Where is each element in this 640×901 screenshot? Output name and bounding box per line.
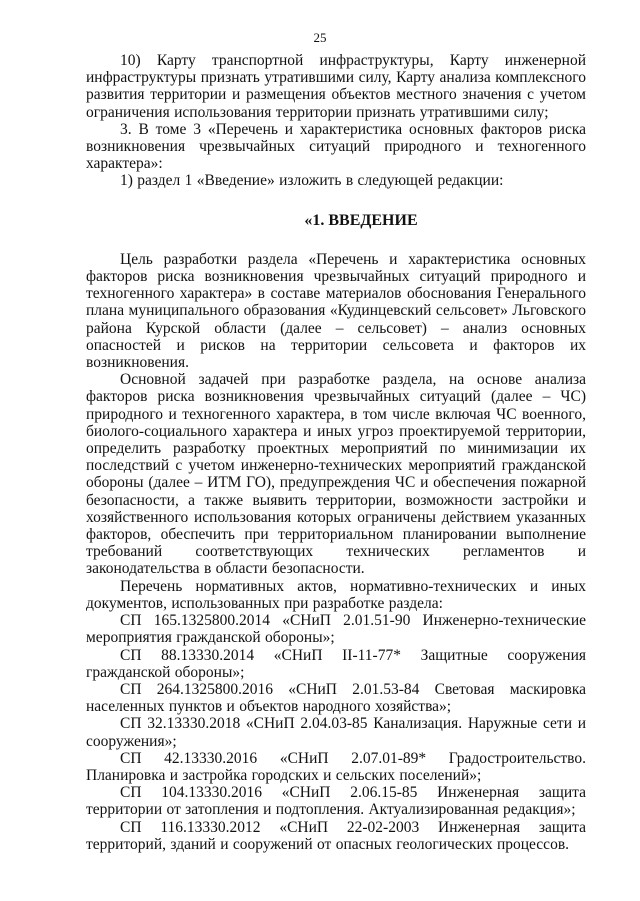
document-body (86, 52, 586, 853)
standard-item: СП 116.13330.2012 «СНиП 22-02-2003 Инженерная защита территорий, зданий и сооружений от опасных геологических процессов. (86, 818, 586, 853)
body-paragraph-list-intro: Перечень нормативных актов, нормативно-технических и иных документов, использованных при разработке раздела: (86, 577, 586, 612)
standard-item: СП 165.1325800.2014 «СНиП 2.01.51-90 Инженерно-технические мероприятия гражданской обороны»; (86, 612, 586, 647)
body-paragraph-main-task: Основной задачей при разработке раздела, на основе анализа факторов риска возникновения чрезвычайных ситуаций (далее – ЧС) природного и техногенного характера, в том числе включая ЧС военного, биолого-социального характера и иных угроз проектируемой территории, определить разработку проектных мероприятий по минимизации их последствий с учетом инженерно-технических мероприятий гражданской обороны (далее – ИТМ ГО), предупреждения ЧС и обеспечения пожарной безопасности, а также выявить территории, возможности застройки и хозяйственного использования которых ограничены действием указанных факторов, обеспечить при территориальном планировании выполнение требований соответствующих технических регламентов и законодательства в области безопасности. (86, 371, 586, 578)
standard-item: СП 104.13330.2016 «СНиП 2.06.15-85 Инженерная защита территории от затопления и подтопления. Актуализированная редакция»; (86, 784, 586, 819)
standard-item: СП 42.13330.2016 «СНиП 2.07.01-89* Градостроительство. Планировка и застройка городских и сельских поселений»; (86, 749, 586, 784)
standard-item: СП 88.13330.2014 «СНиП II-11-77* Защитные сооружения гражданской обороны»; (86, 646, 586, 681)
standard-item: СП 32.13330.2018 «СНиП 2.04.03-85 Канализация. Наружные сети и сооружения»; (86, 715, 586, 750)
body-paragraph-purpose: Цель разработки раздела «Перечень и характеристика основных факторов риска возникновения чрезвычайных ситуаций природного и техногенного характера» в составе материалов обоснования Генерального плана муниципального образования «Кудинцевский сельсовет» Льговского района Курской области (далее – сельсовет) – анализ основных опасностей и рисков на территории сельсовета и факторов их возникновения. (86, 250, 586, 372)
section-heading: «1. ВВЕДЕНИЕ (304, 211, 418, 229)
intro-paragraph-1: 10) Карту транспортной инфраструктуры, Карту инженерной инфраструктуры признать утратившими силу, Карту анализа комплексного развития территории и размещения объектов местного значения с учетом ограничения использования территории признать утратившими силу; (86, 52, 586, 121)
page-number: 25 (313, 30, 327, 45)
intro-paragraph-2: 3. В томе 3 «Перечень и характеристика основных факторов риска возникновения чрезвычайных ситуаций природного и техногенного характера»: (86, 120, 586, 173)
standard-item: СП 264.1325800.2016 «СНиП 2.01.53-84 Световая маскировка населенных пунктов и объектов народного хозяйства»; (86, 680, 586, 716)
intro-paragraph-3: 1) раздел 1 «Введение» изложить в следующей редакции: (120, 172, 504, 190)
